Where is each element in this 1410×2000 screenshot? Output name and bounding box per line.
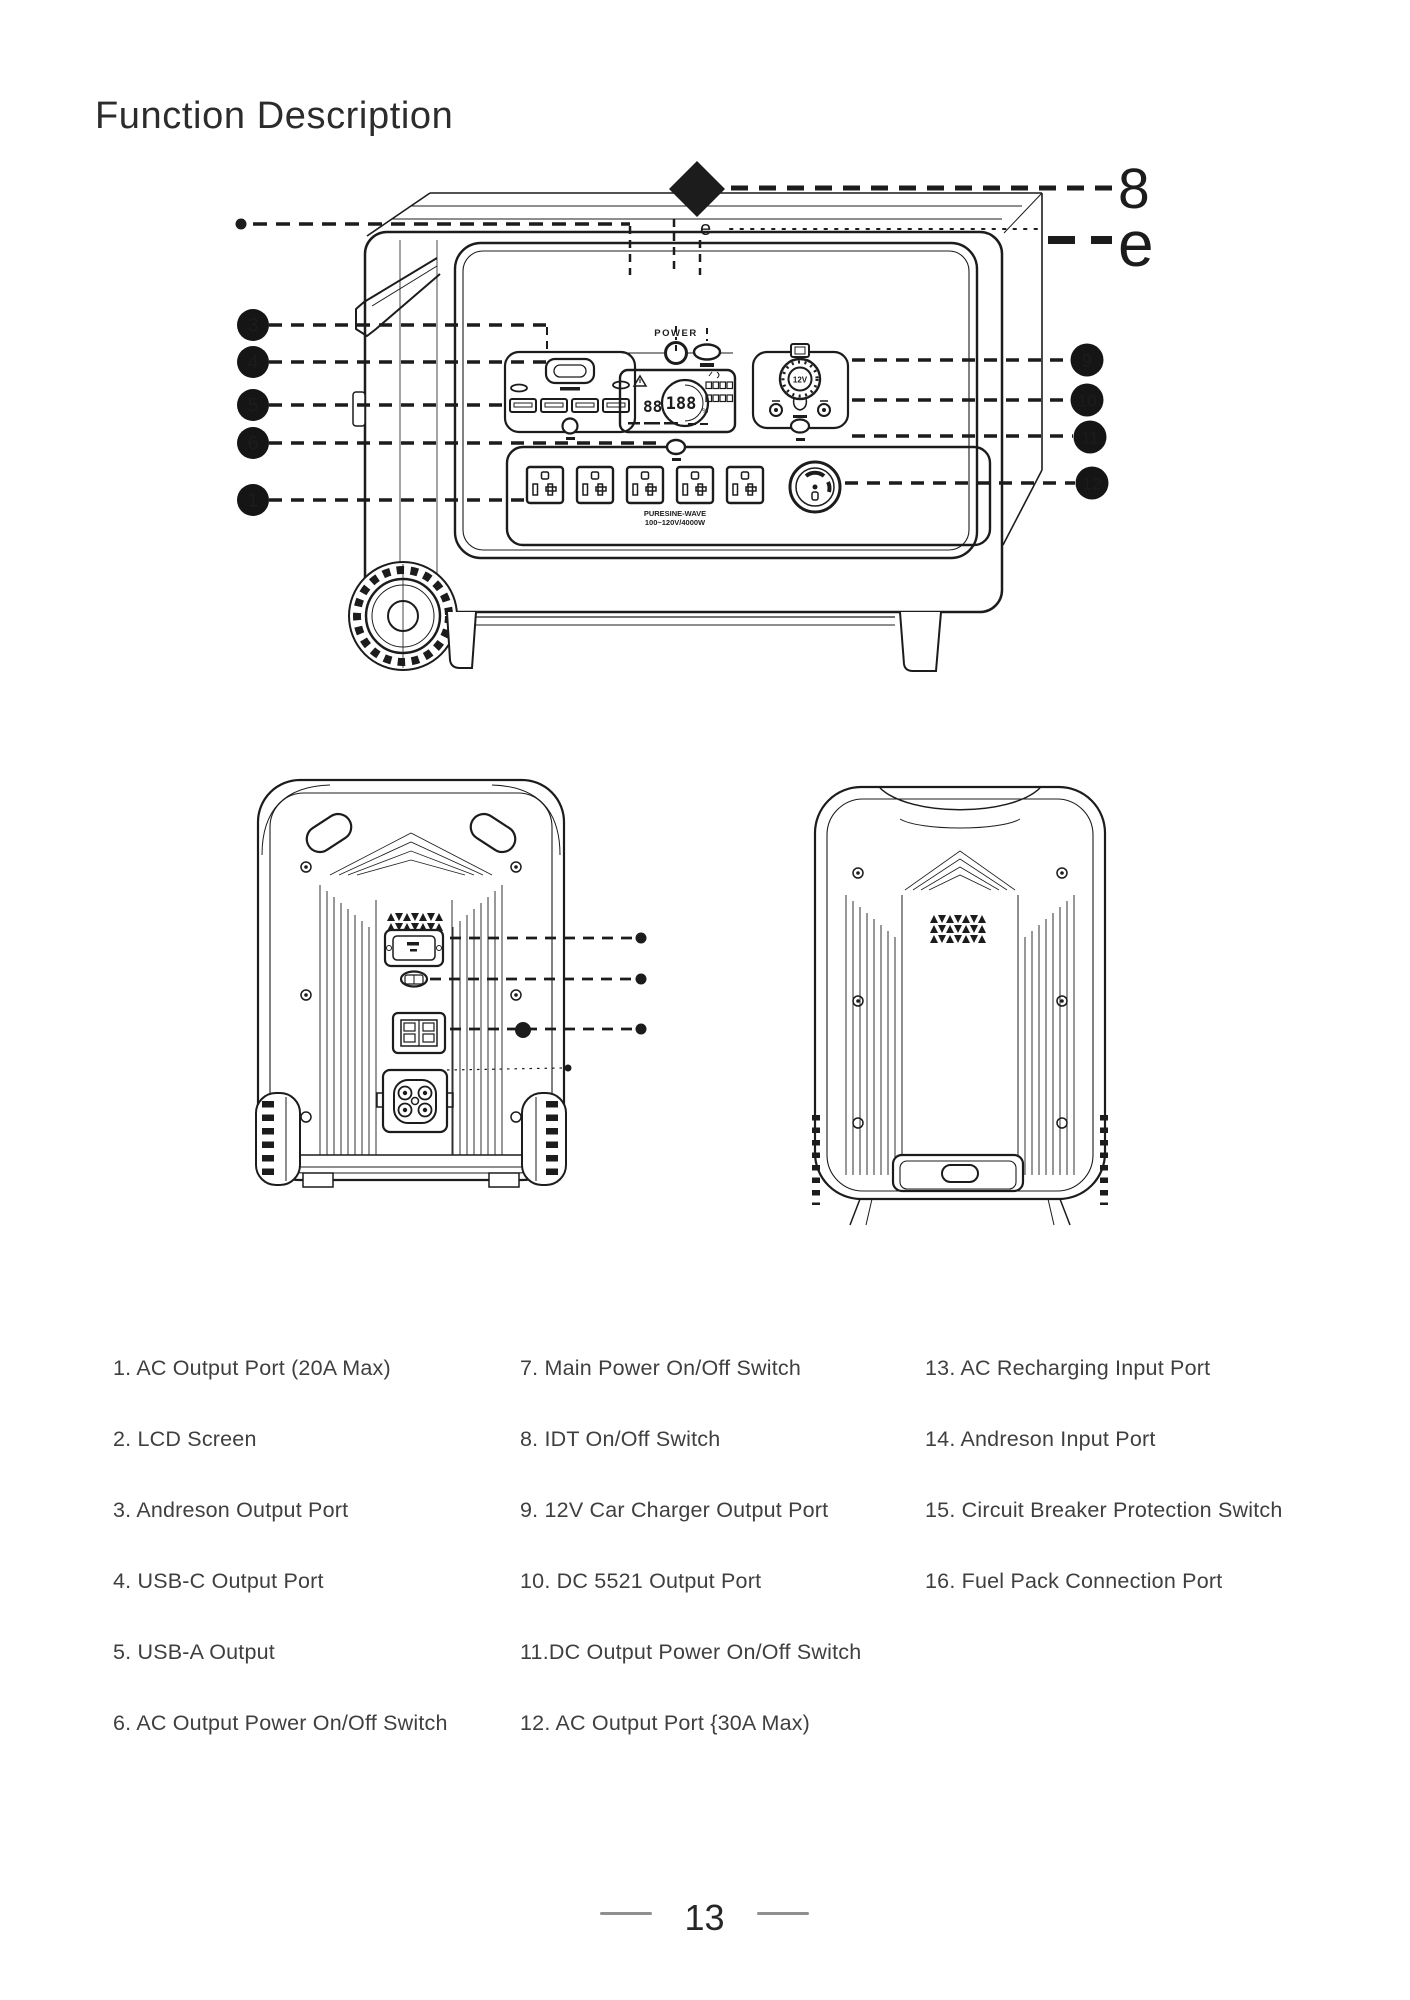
callout-label-e-small: e <box>700 218 712 240</box>
list-item: 2. LCD Screen <box>113 1427 257 1451</box>
ac-power-button <box>667 440 685 454</box>
lcd-aux-digits: 88 <box>643 397 663 416</box>
list-item: 6. AC Output Power On/Off Switch <box>113 1711 448 1735</box>
missing-glyph-diamond-icon <box>669 161 725 217</box>
foot-left <box>447 612 476 668</box>
usb-power-button <box>563 419 578 434</box>
ac-outlet-1 <box>527 467 563 503</box>
callout-badge-5 <box>237 389 269 421</box>
callout-leaders-right <box>845 360 1075 483</box>
rear-wheel-right <box>522 1093 566 1185</box>
rear-wheel-left <box>256 1093 300 1185</box>
usb-panel <box>505 352 635 440</box>
svg-text:11: 11 <box>1081 428 1099 448</box>
list-item: 13. AC Recharging Input Port <box>925 1356 1211 1380</box>
callout-badge-9 <box>1071 344 1104 377</box>
rear-foot-right <box>489 1173 519 1187</box>
fuel-pack-port <box>377 1070 453 1132</box>
lcd-screen <box>620 370 735 432</box>
carry-grip-right <box>466 809 520 857</box>
front-wheel-icon <box>349 562 457 670</box>
list-item: 3. Andreson Output Port <box>113 1498 349 1522</box>
callout-badge-11 <box>1074 421 1107 454</box>
callout-badge-10 <box>1071 384 1104 417</box>
page-title: Function Description <box>95 95 454 137</box>
list-item: 7. Main Power On/Off Switch <box>520 1356 802 1380</box>
list-item: 9. 12V Car Charger Output Port <box>520 1498 829 1522</box>
andreson-input-port <box>393 1013 445 1053</box>
callout-label-8: 8 <box>1118 157 1150 221</box>
ac-outlet-2 <box>577 467 613 503</box>
dc-5521-ports <box>770 401 830 416</box>
rear-view <box>256 780 647 1187</box>
list-item: 1. AC Output Port (20A Max) <box>113 1356 391 1380</box>
ac-outlet-5 <box>727 467 763 503</box>
list-item: 12. AC Output Port {30A Max) <box>520 1711 811 1735</box>
callout-badge-1 <box>237 484 269 516</box>
callout-badge-4 <box>237 346 269 378</box>
dc-power-button <box>791 420 809 433</box>
svg-text:9: 9 <box>1081 351 1093 371</box>
list-item: 14. Andreson Input Port <box>925 1427 1156 1451</box>
ac-spec-line2: 100~120V/4000W <box>644 518 706 527</box>
ac-outlet-panel <box>507 440 990 545</box>
bottom-handle <box>893 1155 1023 1191</box>
list-item: 5. USB-A Output <box>113 1640 275 1664</box>
callout-2-leader <box>236 219 631 276</box>
footer-dash-right <box>757 1912 809 1915</box>
car-charger-socket <box>780 359 820 410</box>
svg-text:6: 6 <box>247 433 259 455</box>
vent-fins-front <box>846 851 1074 1175</box>
lcd-percent: % <box>702 408 709 415</box>
figure-front-perspective <box>0 120 1410 720</box>
vent-triangle-pattern <box>387 913 443 931</box>
list-item: 4. USB-C Output Port <box>113 1569 324 1593</box>
idt-button <box>694 345 720 360</box>
svg-text:1: 1 <box>247 490 259 512</box>
aux-port-left <box>511 385 527 392</box>
svg-text:12: 12 <box>1082 474 1102 494</box>
svg-text:3: 3 <box>247 315 259 337</box>
list-item: 16. Fuel Pack Connection Port <box>925 1569 1223 1593</box>
side-latch <box>353 392 365 426</box>
device-body <box>353 193 1042 625</box>
callout-badge-12 <box>1076 467 1109 500</box>
ac-spec-line1: PURESINE-WAVE <box>643 509 707 518</box>
ac-outlet-3 <box>627 467 663 503</box>
carry-grip-left <box>302 809 356 857</box>
callout-label-e-large: e <box>1118 208 1154 280</box>
ac-outlet-4 <box>677 467 713 503</box>
page-number: 13 <box>684 1897 725 1938</box>
callout-badge-6 <box>237 427 269 459</box>
ac-input-port <box>385 930 443 966</box>
dc-panel <box>753 344 848 441</box>
footer-dash-left <box>600 1912 652 1915</box>
svg-text:4: 4 <box>247 352 259 374</box>
usb-a-ports <box>510 399 629 412</box>
ac-outlet-30a <box>790 462 840 512</box>
rear-callout-leaders <box>430 933 647 1072</box>
list-item: 10. DC 5521 Output Port <box>520 1569 762 1593</box>
figure-rear-and-front-views <box>0 755 1410 1230</box>
power-label: POWER <box>654 328 698 339</box>
list-item: 15. Circuit Breaker Protection Switch <box>925 1498 1283 1522</box>
vent-triangle-pattern-front <box>930 915 986 943</box>
lcd-segment-grid <box>706 382 733 402</box>
svg-text:10: 10 <box>1077 391 1097 411</box>
svg-text:5: 5 <box>247 395 259 417</box>
list-item: 8. IDT On/Off Switch <box>520 1427 721 1451</box>
rear-foot-left <box>303 1173 333 1187</box>
callout-badge-3 <box>237 309 269 341</box>
lcd-main-digits: 188 <box>665 394 697 414</box>
usb-c-port <box>546 359 594 383</box>
list-item: 11.DC Output Power On/Off Switch <box>520 1640 862 1664</box>
front-view <box>815 787 1105 1225</box>
foot-right <box>900 612 941 671</box>
socket-12v-label: 12V <box>792 375 808 385</box>
power-controls <box>622 328 733 367</box>
screws-front <box>853 868 1067 1128</box>
circuit-breaker-switch <box>401 972 427 987</box>
diamond-question-glyph: ? <box>686 172 708 210</box>
